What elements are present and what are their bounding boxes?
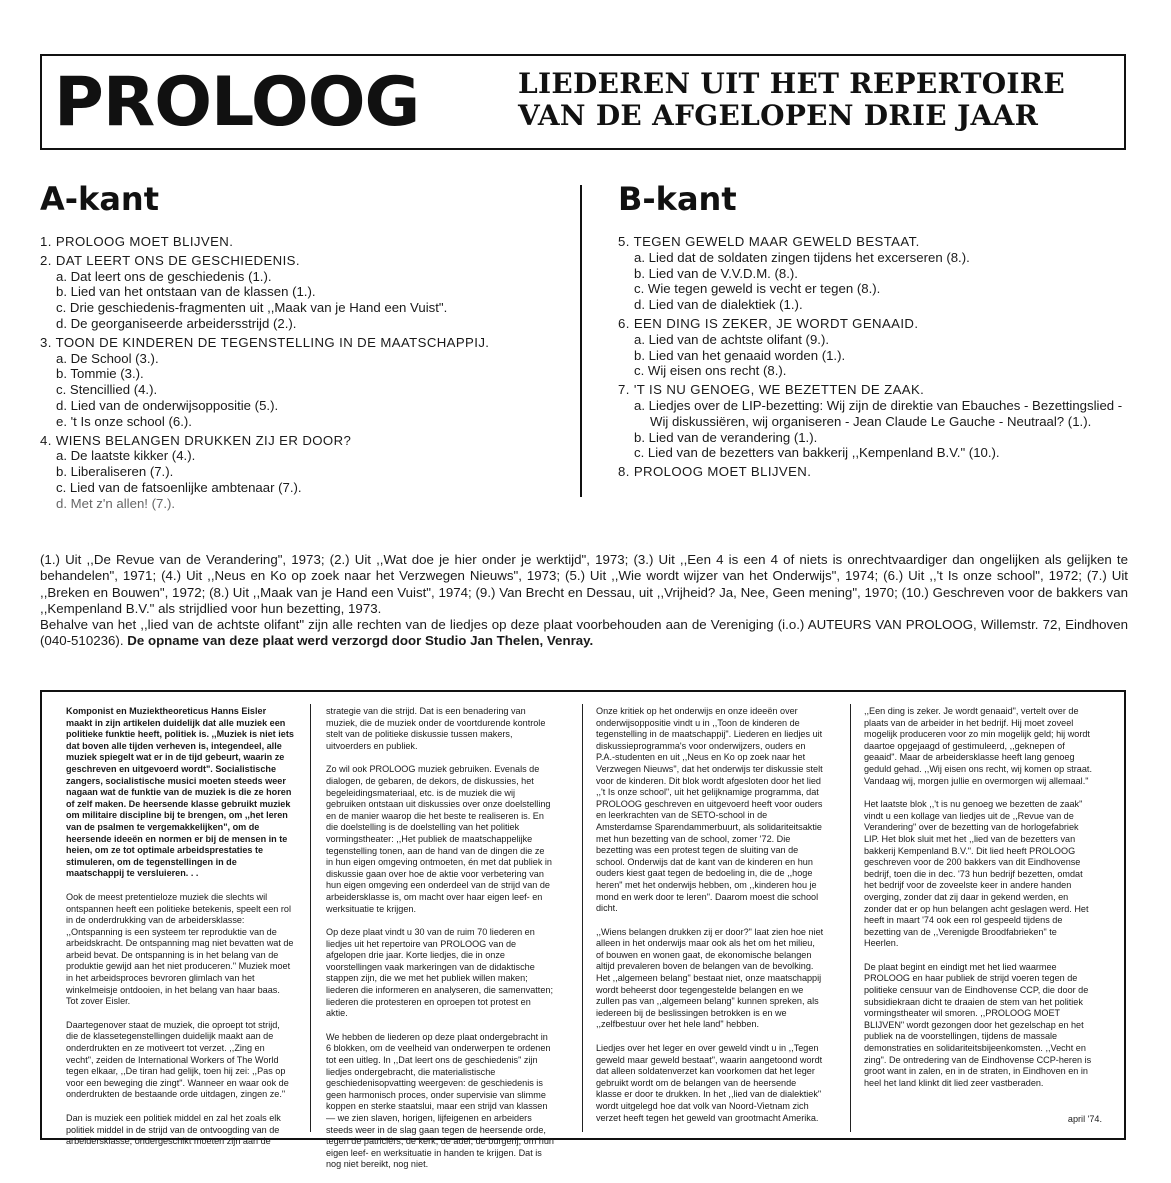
side-b-title: B-kant [618, 180, 737, 218]
track-title: 1. PROLOOG MOET BLIJVEN. [40, 234, 234, 249]
liner-notes-article [40, 690, 1126, 1170]
side-a-title: A-kant [40, 180, 159, 218]
column-rule [850, 704, 851, 1132]
track-subitem: d. De georganiseerde arbeidersstrijd (2.). [56, 315, 297, 331]
track-subitem: c. Drie geschiedenis-fragmenten uit ,,Maak van je Hand een Vuist". [56, 300, 448, 316]
source-notes: (1.) Uit ,,De Revue van de Verandering", 1973; (2.) Uit ,,Wat doe je hier onder je werktijd", 1973; (3.) Uit ,,Een 4 is een 4 of niets is onrechtvaardiger dan ongelijken als gelijken te behandelen", 1971; (4.) Uit ,,Neus en Ko op zoek naar het Verzwegen Nieuws", 1973; (5.) Uit ,,Wie wordt wijzer van het Onderwijs", 1974; (6.) Uit ,,'t Is onze school", 1972; (7.) Uit ,,Breken en Bouwen", 1972; (8.) Uit ,,Maak van je Hand een Vuist", 1974; (9.) Van Brecht en Dessau, uit ,,Vrijheid? Ja, Nee, Geen mening", 1970; (10.) Geschreven voor de bakkers van ,,Kempenland B.V." als strijdlied voor hun bezetting, 1973. [40, 552, 1128, 616]
track-title: 5. TEGEN GEWELD MAAR GEWELD BESTAAT. [618, 234, 920, 249]
article-paragraph: Het laatste blok ,,'t is nu genoeg we bezetten de zaak" vindt u een kollage van liedjes uit de ,,Revue van de Verandering" over de bezetting van de horlogefabriek LIP. Het blok sluit met het ,,lied van de bezetters van bakkerij Kempenland B.V.". Dit lied heeft PROLOOG geschreven voor de 200 bakkers van dit Eindhovense bedrijf, toen die in dec. '73 hun bedrijf bezetten, omdat het bedrijf voor de zoveelste keer in andere handen overging, zonder dat zij daar in gekend werden, en zonder dat er op hun belangen acht geslagen werd. Het heeft in maart '74 ook een rol gespeeld tijdens de bezetting van de ,,Verenigde Broodfabrieken" te Heerlen. [864, 799, 1089, 949]
track-title: 2. DAT LEERT ONS DE GESCHIEDENIS. [40, 252, 300, 268]
track-subitem: c. Lied van de bezetters van bakkerij ,,Kempenland B.V." (10.). [634, 445, 1000, 461]
article-paragraph: ,,Een ding is zeker. Je wordt genaaid", vertelt over de plaats van de arbeider in het bedrijf. Hij moet zoveel mogelijk produceren voor zo min mogelijk geld; hij wordt daartoe opgejaagd of gestimuleerd, ,,geknepen of geaaid". Maar de arbeidersklasse heeft lang genoeg geduld gehad. ,,Wij eisen ons recht, wij komen op straat. Vandaag wij, morgen jullie en overmorgen wij allemaal." [864, 706, 1092, 786]
article-column-1 [66, 706, 294, 1160]
article-paragraph: Op deze plaat vindt u 30 van de ruim 70 liederen en liedjes uit het repertoire van PROLOOG van de afgelopen drie jaar. Korte liedjes, die in onze voorstellingen vaak markeringen van de didaktische stappen zijn, die we met het publiek willen maken; liederen die informeren en analyseren, die samenvatten; liederen die protesteren en oproepen tot protest en aktie. [326, 927, 553, 1019]
article-paragraph: Daartegenover staat de muziek, die oproept tot strijd, die de klassetegenstellingen duidelijk maakt aan de onderdrukten en ze motiveert tot verzet. ,,Zing en vecht", zeiden de International Workers of The World tegen elkaar, ,,De tiran had gelijk, toen hij zei: ,,Pas op voor een beweging die zingt". Wanneer en waar ook de onderdrukten de bestaande orde uitdagen, zingen ze." [66, 1019, 289, 1100]
rights-notice [40, 617, 1128, 650]
track-subitem: d. Lied van de onderwijsoppositie (5.). [56, 397, 279, 413]
side-divider [580, 185, 582, 497]
article-paragraph: Liedjes over het leger en over geweld vindt u in ,,Tegen geweld maar geweld bestaat", waarin aangetoond wordt dat alleen soldatenverzet kan voorkomen dat het leger gebruikt wordt om de belangen van de heersende klasse er door te drukken. In het ,,lied van de dialektiek" wordt uitgelegd hoe dat volk van Noord-Vietnam zich verzet heeft tegen het geweld van grootmacht Amerika. [596, 1043, 823, 1123]
track-subitem: e. 't Is onze school (6.). [56, 413, 192, 429]
track-8 [618, 464, 1138, 480]
article-column-4 [864, 706, 1092, 1101]
track-title: 6. EEN DING IS ZEKER, JE WORDT GENAAID. [618, 315, 919, 331]
track-subitem: c. Wie tegen geweld is vecht er tegen (8.). [634, 281, 881, 297]
subtitle-line-2: VAN DE AFGELOPEN DRIE JAAR [518, 99, 1039, 132]
track-subitem: b. Lied van het genaaid worden (1.). [634, 347, 846, 363]
article-paragraph: Onze kritiek op het onderwijs en onze ideeën over onderwijsoppositie vindt u in ,,Toon de kinderen de tegenstelling in de maatschappij". Liederen en liedjes uit diskussieprogramma's voor onderwijzers, ouders en P.A.-studenten en uit ,,Neus en Ko op zoek naar het Verzwegen Nieuws", dat het onderwijs ter diskussie stelt voor de kinderen. Dit blok wordt afgesloten door het lied ,,'t Is onze school", uit het gelijknamige programma, dat PROLOOG geschreven en uitgevoerd heeft voor ouders en leerkrachten van de SETO-school in de Amsterdamse Sparendammerbuurt, als solidariteitsaktie met hun bezetting van de school, zomer '72. Die bezetting was een protest tegen de sluiting van de school. Onderwijs dat de kant van de kinderen en hun ouders kiest gaat tegen de bedoeling in, die de ,,hoge heren" met het onderwijs hebben, om ,,kinderen hou je mond en werk door te leren". Daarom moest die school dicht. [596, 706, 823, 914]
article-paragraph: Ook de meest pretentieloze muziek die slechts wil ontspannen heeft een politieke betekenis, speelt een rol in de onderdrukking van de arbeidersklasse: ,,Ontspanning is een systeem ter reproduktie van de arbeidskracht. De ontspanning mag niet bevatten wat de arbeid bevat. De ontspanning is in het belang van de produktie gewijd aan het niet produceren." Muziek moet in het arbeidsproces bevroren glimlach van het winkelmeisje ontdooien, in het belang van haar baas. Tot zover Eisler. [66, 891, 294, 1007]
track-6 [618, 316, 1138, 379]
track-title: 3. TOON DE KINDEREN DE TEGENSTELLING IN DE MAATSCHAPPIJ. [40, 334, 490, 350]
track-subitem: b. Lied van de V.V.D.M. (8.). [634, 265, 798, 281]
track-subitem: b. Liberaliseren (7.). [56, 464, 174, 480]
article-paragraph: Dan is muziek een politiek middel en zal het zoals elk politiek middel in de strijd van de ontvoogding van de arbeidersklasse, ondergeschikt moeten zijn aan de [66, 1113, 281, 1147]
side-a-tracklist [40, 234, 560, 515]
article-column-2 [326, 706, 554, 1183]
article-paragraph: De plaat begint en eindigt met het lied waarmee PROLOOG en haar publiek de strijd voeren tegen de politieke censuur van de Eindhovense CCP, die door de subsidiekraan dicht te draaien de stem van het politiek vormingstheater wil smoren. ,,PROLOOG MOET BLIJVEN" wordt gezongen door het gezelschap en het publiek na de voorstellingen, tijdens de massale demonstraties en solidariteitsbijeenkomsten. ,,Vecht en zing". De ontredering van de Eindhovense CCP-heren is groot want in zalen, en in de straten, in Eindhoven en in heel het land klinkt dit lied zeer vastberaden. [864, 961, 1092, 1088]
brand-name: PROLOOG [54, 63, 420, 142]
track-subitem: d. Lied van de dialektiek (1.). [634, 297, 803, 313]
subtitle-line-1: LIEDEREN UIT HET REPERTOIRE [518, 67, 1066, 100]
title-banner [40, 54, 1126, 150]
track-subitem: c. Stencillied (4.). [56, 382, 158, 398]
column-rule [310, 704, 311, 1132]
column-rule [582, 704, 583, 1132]
footnotes [40, 552, 1128, 650]
article-paragraph: strategie van die strijd. Dat is een benadering van muziek, die de muziek onder de voortdurende kontrole stelt van de politieke diskussie tussen makers, uitvoerders en publiek. [326, 706, 546, 751]
article-paragraph: We hebben de liederen op deze plaat ondergebracht in 6 blokken, om de veelheid van onderwerpen te ordenen tot een uitleg. In ,,Dat leert ons de geschiedenis" zijn liedjes ondergebracht, die materialistische geschiedenisopvatting weergeven: de geschiedenis is geen harmonisch proces, onder supervisie van slimme koppen en sterke staatslui, maar een strijd van klassen — we zien slaven, horigen, lijfeigenen en arbeiders steeds weer in de slag gaan tegen de heersende orde, tegen de patriciërs, de kerk, de adel, de burgerij, om hun eigen leef- en werksituatie in handen te krijgen. Dat is nog niet bereikt, nog niet. [326, 1031, 554, 1170]
track-5 [618, 234, 1138, 313]
article-paragraph: ,,Wiens belangen drukken zij er door?" laat zien hoe niet alleen in het onderwijs maar ook als het om het milieu, of bouwen en wonen gaat, de ekonomische belangen altijd prevaleren boven de belangen van de bevolking. Het ,,algemeen belang" bestaat niet, onze maatschappij wordt beheerst door tegengestelde belangen en we zullen pas van ,,algemeen belang" kunnen spreken, als iedereen bij de beslissingen betrokken is en we ,,zelfbestuur over het hele land" hebben. [596, 926, 824, 1030]
track-title: 4. WIENS BELANGEN DRUKKEN ZIJ ER DOOR? [40, 432, 352, 448]
track-2 [40, 253, 560, 332]
track-1 [40, 234, 560, 250]
article-paragraph: Komponist en Muziektheoreticus Hanns Eisler maakt in zijn artikelen duidelijk dat alle muziek een politieke funktie heeft, politiek is. ,,Muziek is niet iets dat boven alle tijden verheven is, integendeel, alle muziek spiegelt wat er in de tijd gebeurt, waarin ze geschreven en uitgevoerd wordt". Socialistische zangers, socialistische musici moeten steeds weer nagaan wat de funktie van de muziek is die ze horen of zelf maken. De heersende klasse gebruikt muziek om militaire discipline bij te brengen, om ,,het leren van de psalmen te vergemakkelijken", om de heersende ideeën en normen er bij de mensen in te heien, om ze tot optimale arbeidsprestaties te stimuleren, om de tegenstellingen in de maatschappij te versluieren. . . [66, 706, 294, 879]
track-7 [618, 382, 1138, 461]
track-4 [40, 433, 560, 512]
track-title: 7. 'T IS NU GENOEG, WE BEZETTEN DE ZAAK. [618, 382, 925, 398]
track-subitem: a. Dat leert ons de geschiedenis (1.). [56, 268, 272, 284]
side-b-tracklist [618, 234, 1138, 483]
track-subitem: c. Lied van de fatsoenlijke ambtenaar (7.). [56, 479, 302, 495]
track-title: 8. PROLOOG MOET BLIJVEN. [618, 464, 812, 480]
track-subitem: b. Lied van de verandering (1.). [634, 429, 818, 445]
track-subitem: a. De laatste kikker (4.). [56, 448, 196, 464]
recording-credit: De opname van deze plaat werd verzorgd door Studio Jan Thelen, Venray. [127, 633, 594, 649]
rights-text: Behalve van het ,,lied van de achtste olifant" zijn alle rechten van de liedjes op deze plaat voorbehouden aan de Vereniging (i.o.) AUTEURS VAN PROLOOG, Willemstr. 72, Eindhoven (040-510236). [40, 617, 1128, 649]
track-subitem: b. Tommie (3.). [56, 366, 144, 382]
track-3 [40, 335, 560, 430]
subtitle [518, 68, 1065, 132]
article-column-3 [596, 706, 824, 1136]
article-paragraph: Zo wil ook PROLOOG muziek gebruiken. Evenals de dialogen, de gebaren, de dekors, de diskussies, het begeleidingsmateriaal, etc. is de muziek die wij gebruiken ontstaan uit diskussies over onze doelstelling en de manier waarop die het beste te realiseren is. En die doelstelling is de doelstelling van het politiek vormingstheater: ,,Het publiek de maatschappelijke tegenstelling tonen, aan de hand van de dingen die ze in hun eigen omgeving ontmoeten, én met dat publiek in diskussie gaan over hoe de aktie voor verbetering van hun eigen omgeving een onderdeel van de strijd van de arbeidersklasse is, om macht over haar eigen leef- en werksituatie te krijgen. [326, 764, 552, 914]
track-subitem: b. Lied van het ontstaan van de klassen (1.). [56, 284, 316, 300]
track-subitem: a. Lied dat de soldaten zingen tijdens het excerseren (8.). [634, 249, 970, 265]
track-subitem: a. Liedjes over de LIP-bezetting: Wij zijn de direktie van Ebauches - Bezettingslied - Wij diskussiëren, wij organiseren - Jean Claude Le Gauche - Neutraal? (1.). [634, 397, 1123, 429]
track-subitem: a. De School (3.). [56, 350, 159, 366]
track-subitem: d. Met z'n allen! (7.). [56, 495, 176, 511]
article-date: april '74. [1067, 1114, 1102, 1124]
track-subitem: c. Wij eisen ons recht (8.). [634, 363, 787, 379]
track-subitem: a. Lied van de achtste olifant (9.). [634, 331, 829, 347]
